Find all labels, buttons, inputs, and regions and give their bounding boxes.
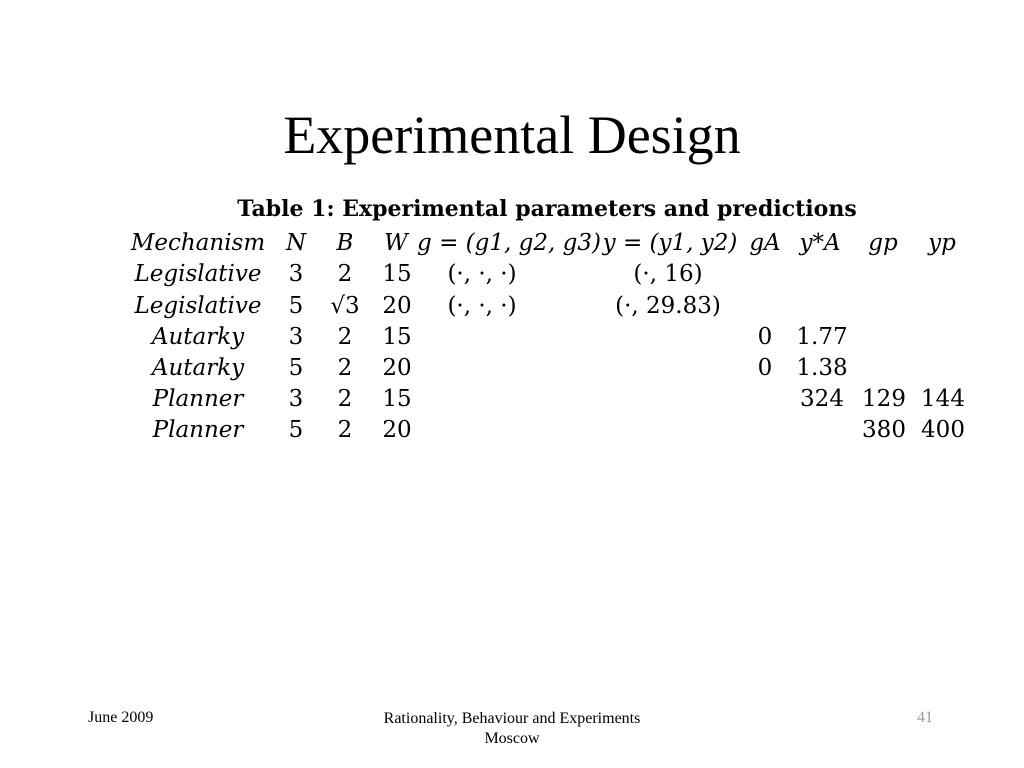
row3-mechanism: Autarky	[151, 324, 245, 350]
row6-n: 5	[288, 417, 304, 443]
footer-location: Moscow	[484, 730, 540, 747]
row4-ya: 1.38	[796, 355, 848, 381]
page-number: 41	[917, 709, 933, 726]
header-y: y = (y1, y2)	[602, 230, 738, 256]
row3-w: 15	[382, 324, 412, 350]
row3-b: 2	[337, 324, 353, 350]
row6-w: 20	[382, 417, 412, 443]
header-mechanism: Mechanism	[130, 230, 266, 256]
row4-b: 2	[337, 355, 353, 381]
row5-w: 15	[382, 386, 412, 412]
row1-b: 2	[337, 261, 353, 287]
header-ga: gA	[749, 230, 781, 256]
header-gp: gp	[868, 230, 898, 256]
row6-yp: 400	[921, 417, 965, 443]
row1-mechanism: Legislative	[134, 261, 262, 287]
row1-g: (·, ·, ·)	[447, 261, 517, 287]
row5-gp: 129	[862, 386, 906, 412]
row3-ya: 1.77	[796, 324, 848, 350]
row5-ya: 324	[800, 386, 844, 412]
row1-n: 3	[288, 261, 304, 287]
row2-b: √3	[330, 293, 360, 319]
row5-b: 2	[337, 386, 353, 412]
row5-n: 3	[288, 386, 304, 412]
row2-g: (·, ·, ·)	[447, 293, 517, 319]
row1-w: 15	[382, 261, 412, 287]
row1-y: (·, 16)	[633, 261, 703, 287]
row3-n: 3	[288, 324, 304, 350]
table-caption: Table 1: Experimental parameters and predictions	[237, 196, 857, 222]
row5-mechanism: Planner	[152, 386, 244, 412]
slide-title: Experimental Design	[283, 105, 741, 165]
row6-b: 2	[337, 417, 353, 443]
footer-date: June 2009	[88, 709, 154, 726]
row2-w: 20	[382, 293, 412, 319]
row4-n: 5	[288, 355, 304, 381]
row4-ga: 0	[757, 355, 773, 381]
row2-mechanism: Legislative	[134, 293, 262, 319]
row5-yp: 144	[921, 386, 965, 412]
row2-y: (·, 29.83)	[615, 293, 721, 319]
row6-mechanism: Planner	[152, 417, 244, 443]
row2-n: 5	[288, 293, 304, 319]
header-g: g = (g1, g2, g3)	[417, 230, 601, 256]
row4-mechanism: Autarky	[151, 355, 245, 381]
header-yp: yp	[928, 230, 956, 256]
header-w: W	[384, 230, 408, 256]
footer-center	[312, 709, 712, 749]
header-n: N	[285, 230, 307, 256]
row3-ga: 0	[757, 324, 773, 350]
header-ya: y*A	[799, 230, 841, 256]
footer-conference: Rationality, Behaviour and Experiments	[383, 710, 641, 727]
row4-w: 20	[382, 355, 412, 381]
header-b: B	[336, 230, 354, 256]
row6-gp: 380	[862, 417, 906, 443]
